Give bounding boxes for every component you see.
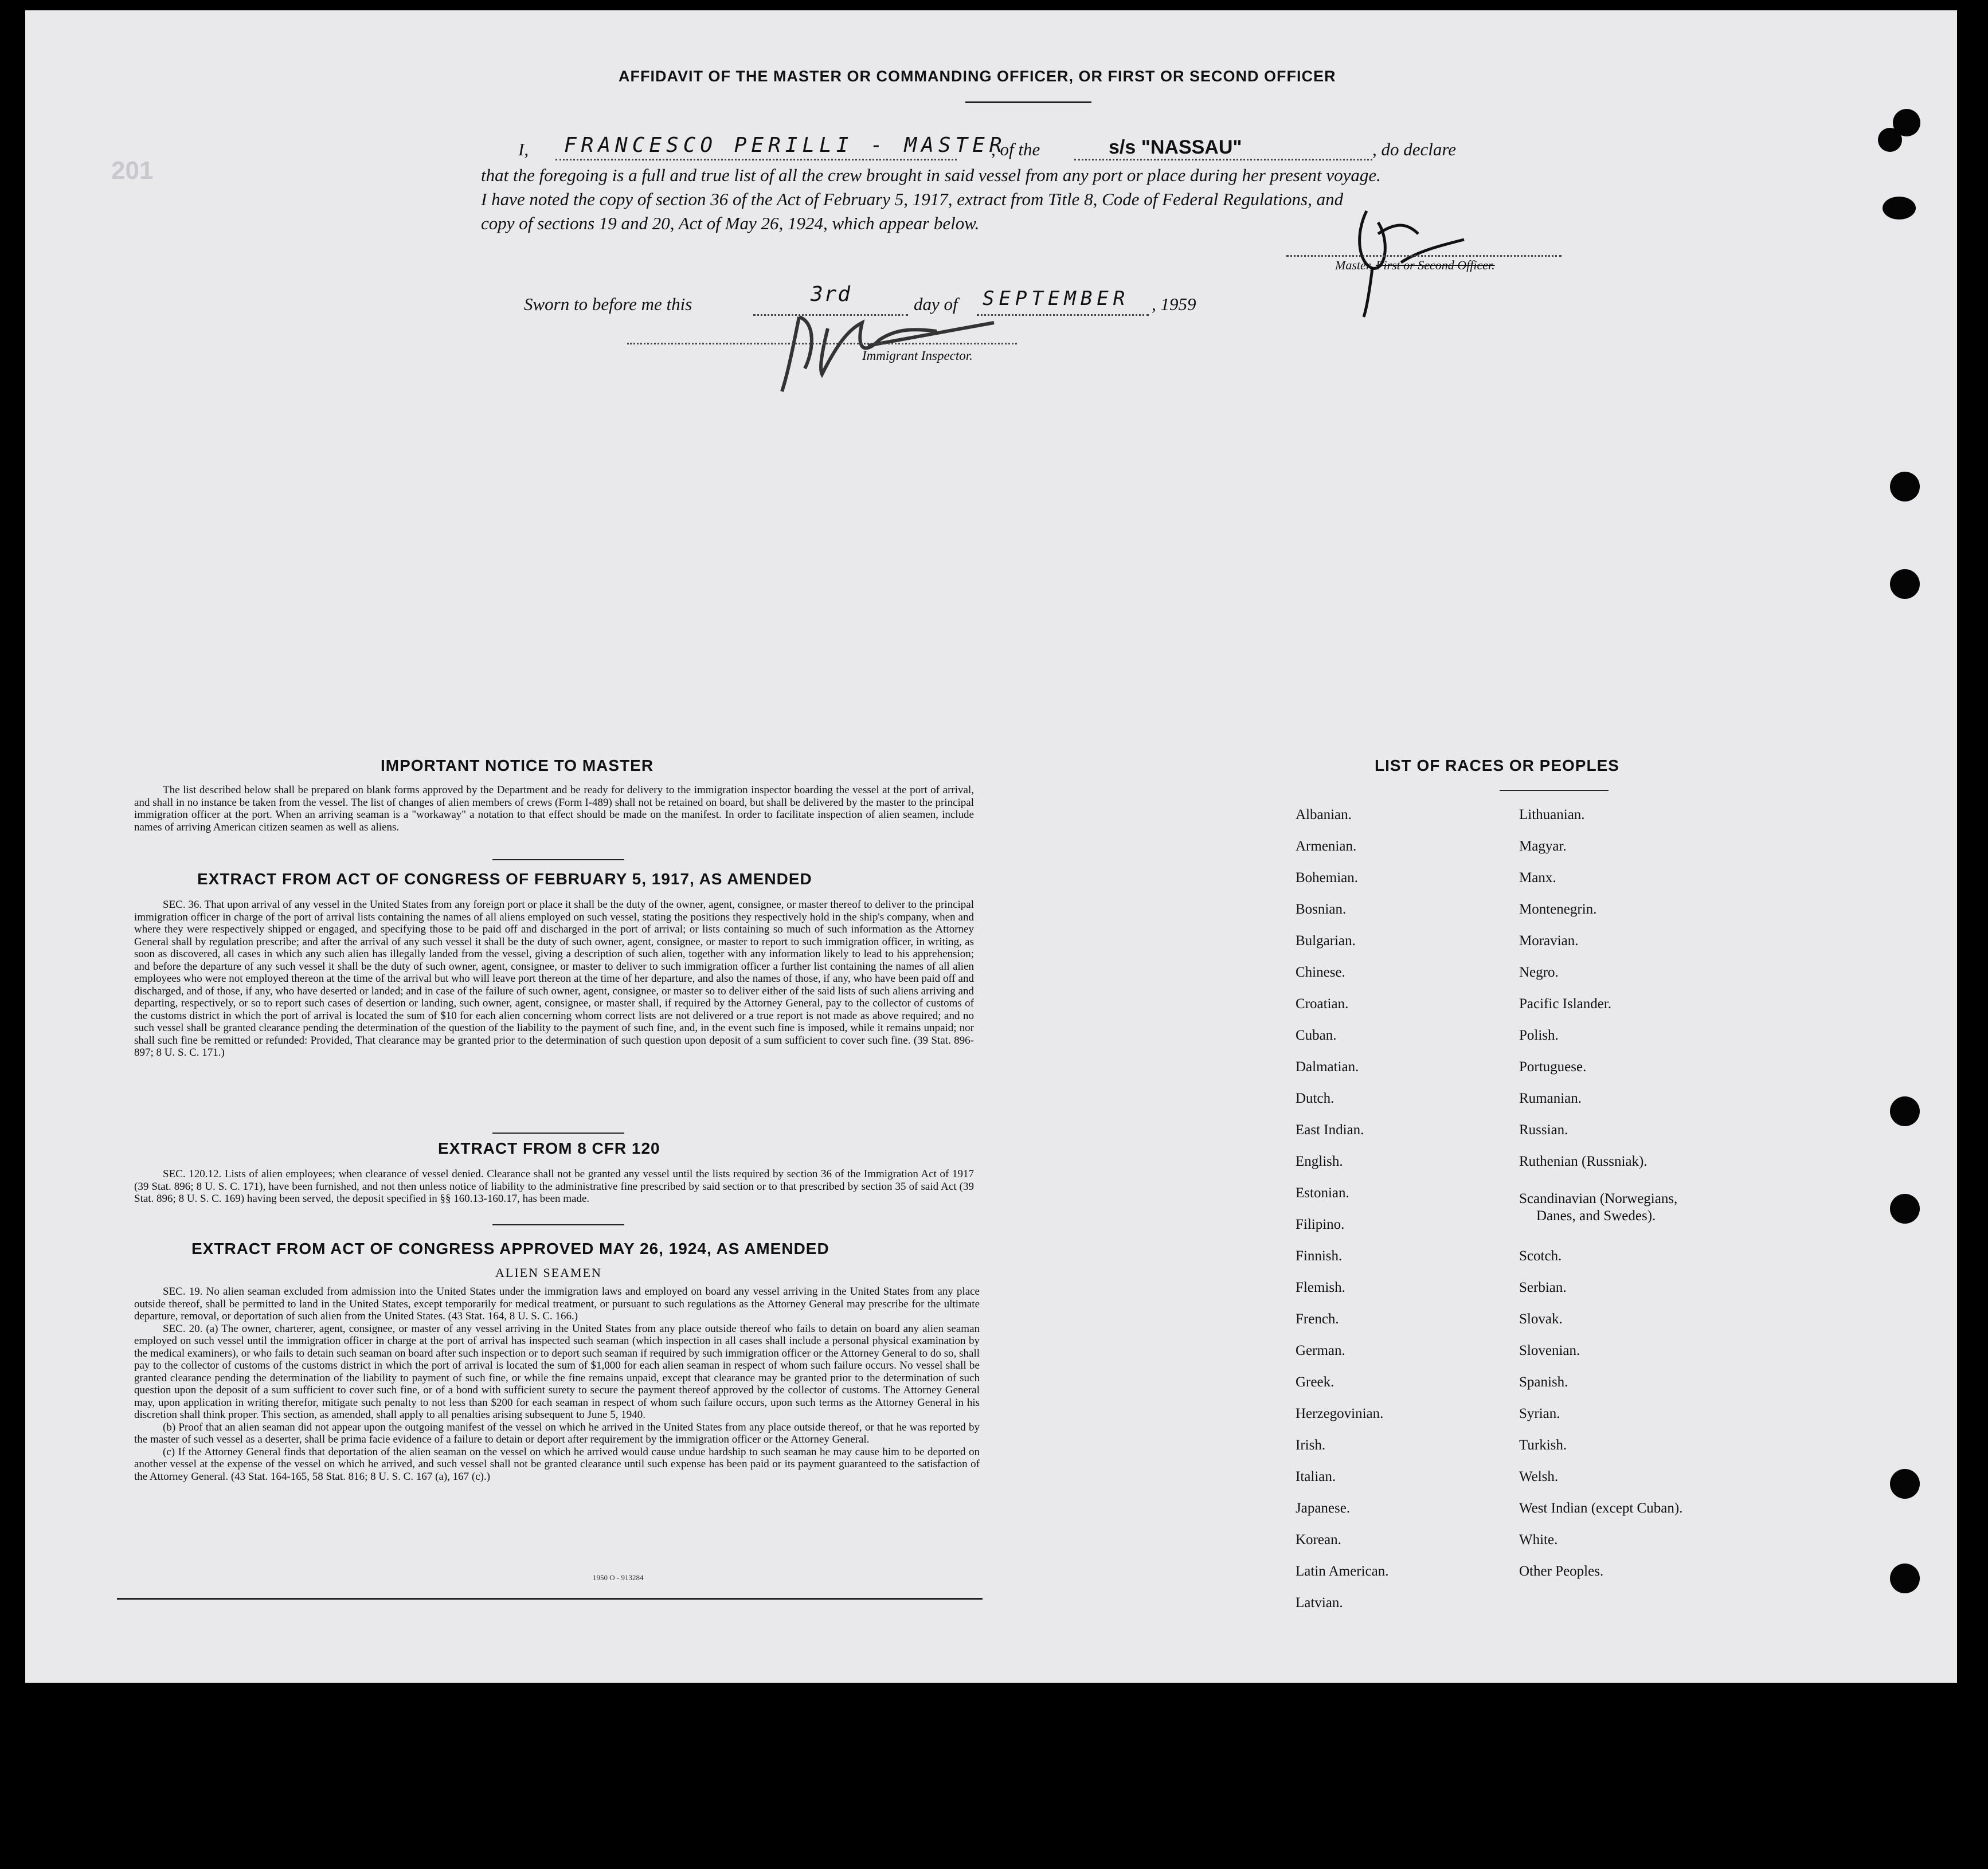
race-item: Montenegrin. xyxy=(1519,902,1597,917)
day-of-text: day of xyxy=(914,294,958,314)
extract-cfr-title: EXTRACT FROM 8 CFR 120 xyxy=(438,1139,660,1157)
punch-hole xyxy=(1890,1194,1920,1224)
name-dotted-line xyxy=(555,159,957,160)
race-item: Serbian. xyxy=(1519,1280,1567,1295)
race-item: Bulgarian. xyxy=(1296,933,1356,949)
declaration-line-3: I have noted the copy of section 36 of the Act of February 5, 1917, extract from Title 8, Code of Federal Regulations, and xyxy=(481,189,1344,209)
race-item: Bohemian. xyxy=(1296,870,1359,885)
extract-1917-title: EXTRACT FROM ACT OF CONGRESS OF FEBRUARY 5, 1917, AS AMENDED xyxy=(197,870,812,888)
race-item: Latin American. xyxy=(1296,1564,1389,1579)
race-item: Dalmatian. xyxy=(1296,1059,1359,1075)
punch-hole xyxy=(1890,1096,1920,1126)
race-item: Irish. xyxy=(1296,1437,1326,1453)
extract-1917-divider xyxy=(492,1133,624,1134)
race-item: Other Peoples. xyxy=(1519,1564,1604,1579)
notice-title: IMPORTANT NOTICE TO MASTER xyxy=(381,757,654,774)
race-item: Magyar. xyxy=(1519,838,1567,854)
race-item: Portuguese. xyxy=(1519,1059,1587,1075)
race-item: East Indian. xyxy=(1296,1122,1364,1138)
sec-20c-paragraph: (c) If the Attorney General finds that deportation of the alien seaman on the vessel on which he arrived would cause undue hardship to such seaman he may cause him to be deported on another vessel at the expense of the vessel on which he arrived, and such vessel shall not be granted clearance until such expense has been paid or its payment guaranteed to the satisfaction of the Attorney General. (43 Stat. 164-165, 58 Stat. 816; 8 U. S. C. 167 (a), 167 (c).) xyxy=(134,1445,980,1483)
race-item: Ruthenian (Russniak). xyxy=(1519,1154,1647,1169)
declaration-line-2: that the foregoing is a full and true list of all the crew brought in said vessel from any port or place during her present voyage. xyxy=(481,165,1381,185)
notice-divider xyxy=(492,859,624,860)
race-item: Korean. xyxy=(1296,1532,1341,1547)
punch-hole xyxy=(1878,128,1902,152)
document-page xyxy=(25,10,1957,1683)
race-item: Finnish. xyxy=(1296,1248,1343,1264)
extract-1917-body: SEC. 36. That upon arrival of any vessel in the United States from any foreign port or place it shall be the duty of the owner, agent, consignee, or master thereof to deliver to the principal immigration officer in charge of the port of arrival lists containing the names of all aliens employed on such vessel, stating the positions they respectively hold in the ship's company, when and where they were respectively shipped or engaged, and specifying those to be paid off and discharged in the port of arrival; or lists containing so much of such information as the Attorney General shall by regulation prescribe; and after the arrival of any such vessel it shall be the duty of such owner, agent, consignee, or master to report to such immigration officer, in writing, as soon as discovered, all cases in which any such alien has illegally landed from the vessel, giving a description of such alien, together with any information likely to lead to his apprehension; and before the departure of any such vessel it shall be the duty of such owner, agent, consignee, or master to deliver to such immigration officer a further list containing the names of all alien employees who were not employed thereon at the time of the arrival but who will leave port thereon at the time of her departure, and also the names of those, if any, who have been paid off and discharged, and of those, if any, who have deserted or landed; and in case of the failure of such owner, agent, consignee, or master so to deliver either of the said lists of such aliens arriving and departing, respectively, or so to report such cases of desertion or landing, such owner, agent, consignee, or master shall, if required by the Attorney General, pay to the collector of customs of the customs district in which the port of arrival is located the sum of $10 for each alien concerning whom correct lists are not delivered or a true report is not made as above required; and no such vessel shall be granted clearance pending the determination of the question of the liability to the payment of such fine, and, in the event such fine is imposed, while it remains unpaid; nor shall such fine be remitted or refunded: Provided, That clearance may be granted prior to the determination of such question upon deposit of a sum sufficient to cover such fine. (39 Stat. 896-897; 8 U. S. C. 171.) xyxy=(134,899,974,1059)
sec-20a-paragraph: SEC. 20. (a) The owner, charterer, agent, consignee, or master of any vessel arriving in the United States from any place outside thereof who fails to detain on board any alien seaman employed on such vessel until the immigration officer in charge at the port of arrival has inspected such seaman (which inspection in all cases shall include a personal physical examination by the medical examiners), or who fails to detain such seaman on board after such inspection or to deport such seaman if required by such immigration officer or the Attorney General to do so, shall pay to the collector of customs of the customs district in which the port of arrival is located the sum of $1,000 for each alien seaman in respect of whom such failure occurs. No vessel shall be granted clearance pending the determination of the liability to payment of such fine, or while the fine remains unpaid, except that clearance may be granted prior to the determination of such question upon the deposit of a sum sufficient to cover such fine, or of a bond with sufficient surety to secure the payment thereof approved by the collector of customs. The Attorney General may, upon application in writing therefor, mitigate such penalty to not less than $200 for each seaman in respect of whom such failure occurs, upon such terms as the Attorney General in his discretion shall think proper. This section, as amended, shall apply to all penalties arising subsequent to June 5, 1940. xyxy=(134,1322,980,1421)
sworn-text: Sworn to before me this xyxy=(524,294,692,314)
punch-hole xyxy=(1890,1564,1920,1593)
race-item: Bosnian. xyxy=(1296,902,1347,917)
race-item: Negro. xyxy=(1519,965,1559,980)
race-item: Rumanian. xyxy=(1519,1091,1582,1106)
punch-hole xyxy=(1890,569,1920,599)
race-item: Moravian. xyxy=(1519,933,1579,949)
race-item: West Indian (except Cuban). xyxy=(1519,1500,1683,1516)
race-item: Herzegovinian. xyxy=(1296,1406,1384,1421)
race-item: Lithuanian. xyxy=(1519,807,1585,822)
race-item: Flemish. xyxy=(1296,1280,1345,1295)
race-item: Scotch. xyxy=(1519,1248,1562,1264)
extract-1924-body xyxy=(134,1286,980,1483)
race-item: Spanish. xyxy=(1519,1374,1568,1390)
race-item: German. xyxy=(1296,1343,1345,1358)
master-signature-line xyxy=(1286,255,1562,257)
struck-officer-text: First or Second Officer. xyxy=(1375,258,1495,272)
inspector-caption: Immigrant Inspector. xyxy=(862,348,973,363)
race-item: Syrian. xyxy=(1519,1406,1560,1421)
race-item: White. xyxy=(1519,1532,1558,1547)
race-item: Cuban. xyxy=(1296,1028,1337,1043)
master-name-field: FRANCESCO PERILLI - MASTER xyxy=(564,134,1007,157)
race-item: Polish. xyxy=(1519,1028,1559,1043)
race-item: French. xyxy=(1296,1311,1339,1327)
vessel-dotted-line xyxy=(1074,159,1372,160)
races-divider xyxy=(1500,790,1609,791)
extract-1924-title: EXTRACT FROM ACT OF CONGRESS APPROVED MAY 26, 1924, AS AMENDED xyxy=(191,1240,829,1257)
race-item: Greek. xyxy=(1296,1374,1335,1390)
race-item: Manx. xyxy=(1519,870,1556,885)
page-number: 201 xyxy=(111,156,154,185)
race-item: Armenian. xyxy=(1296,838,1357,854)
inspector-signature-line xyxy=(627,343,1017,344)
affidavit-title: AFFIDAVIT OF THE MASTER OR COMMANDING OFFICER, OR FIRST OR SECOND OFFICER xyxy=(619,68,1336,85)
sec-19-paragraph: SEC. 19. No alien seaman excluded from admission into the United States under the immigration laws and employed on board any vessel arriving in the United States from any place outside thereof, shall be permitted to land in the United States, except temporarily for medical treatment, or pursuant to such regulations as the Attorney General may prescribe for the ultimate departure, removal, or deportation of such alien from the United States. (43 Stat. 164, 8 U. S. C. 166.) xyxy=(134,1286,980,1322)
race-item: Slovak. xyxy=(1519,1311,1563,1327)
races-title: LIST OF RACES OR PEOPLES xyxy=(1375,757,1619,774)
race-item: Pacific Islander. xyxy=(1519,996,1612,1012)
do-declare-text: , do declare xyxy=(1372,139,1457,159)
declaration-line-4: copy of sections 19 and 20, Act of May 26, 1924, which appear below. xyxy=(481,213,980,233)
race-item: Japanese. xyxy=(1296,1500,1351,1516)
year-field: , 1959 xyxy=(1152,294,1196,314)
race-item: Danes, and Swedes). xyxy=(1536,1208,1656,1224)
declaration-line-1 xyxy=(501,134,1590,162)
sec-20b-paragraph: (b) Proof that an alien seaman did not appear upon the outgoing manifest of the vessel on which he arrived in the United States from any place outside thereof, or that he was reported by the master of such vessel as a deserter, shall be prima facie evidence of a failure to detain or deport after requirement by the immigration officer or the Attorney General. xyxy=(134,1421,980,1445)
of-the-text: , of the xyxy=(991,139,1040,159)
race-item: Welsh. xyxy=(1519,1469,1559,1484)
extract-cfr-divider xyxy=(492,1224,624,1225)
race-item: Filipino. xyxy=(1296,1217,1345,1232)
race-item: Dutch. xyxy=(1296,1091,1335,1106)
master-caption xyxy=(1335,258,1495,273)
punch-hole xyxy=(1890,472,1920,501)
race-item: Albanian. xyxy=(1296,807,1352,822)
master-caption-text: Master, xyxy=(1335,258,1373,272)
punch-hole xyxy=(1883,197,1916,220)
race-item: Estonian. xyxy=(1296,1185,1349,1201)
race-item: Latvian. xyxy=(1296,1595,1343,1611)
punch-hole xyxy=(1890,1469,1920,1499)
race-item: Slovenian. xyxy=(1519,1343,1580,1358)
race-item: Italian. xyxy=(1296,1469,1336,1484)
vessel-name-field: s/s "NASSAU" xyxy=(1109,136,1242,158)
day-field: 3rd xyxy=(811,283,852,306)
race-item: Chinese. xyxy=(1296,965,1345,980)
title-divider xyxy=(965,101,1091,103)
printer-imprint: 1950 O - 913284 xyxy=(593,1573,644,1582)
race-item: Croatian. xyxy=(1296,996,1349,1012)
race-item: Scandinavian (Norwegians, xyxy=(1519,1191,1678,1206)
declarant-prefix: I, xyxy=(518,139,529,159)
race-item: Russian. xyxy=(1519,1122,1568,1138)
month-field: SEPTEMBER xyxy=(983,287,1130,310)
bottom-rule xyxy=(117,1598,983,1600)
notice-body: The list described below shall be prepared on blank forms approved by the Department and be ready for delivery to the immigration inspector boarding the vessel at the port of arrival, and shall in no instance be taken from the vessel. The list of changes of alien members of crews (Form I-489) shall not be retained on board, but shall be delivered by the master to the principal immigration officer at the port. When an arriving seaman is a "workaway" a notation to that effect should be made on the manifest. In order to facilitate inspection of alien seamen, include names of arriving American citizen seamen as well as aliens. xyxy=(134,784,974,833)
extract-1924-subtitle: ALIEN SEAMEN xyxy=(495,1265,602,1280)
race-item: English. xyxy=(1296,1154,1343,1169)
race-item: Turkish. xyxy=(1519,1437,1567,1453)
extract-cfr-body: SEC. 120.12. Lists of alien employees; when clearance of vessel denied. Clearance shall not be granted any vessel until the lists required by section 36 of the Immigration Act of 1917 (39 Stat. 896; 8 U. S. C. 171), have been furnished, and not then unless notice of liability to the administrative fine prescribed by said section or to that prescribed by section 35 of said Act (39 Stat. 896; 8 U. S. C. 169) having been served, the deposit specified in §§ 160.13-160.17, has been made. xyxy=(134,1168,974,1205)
